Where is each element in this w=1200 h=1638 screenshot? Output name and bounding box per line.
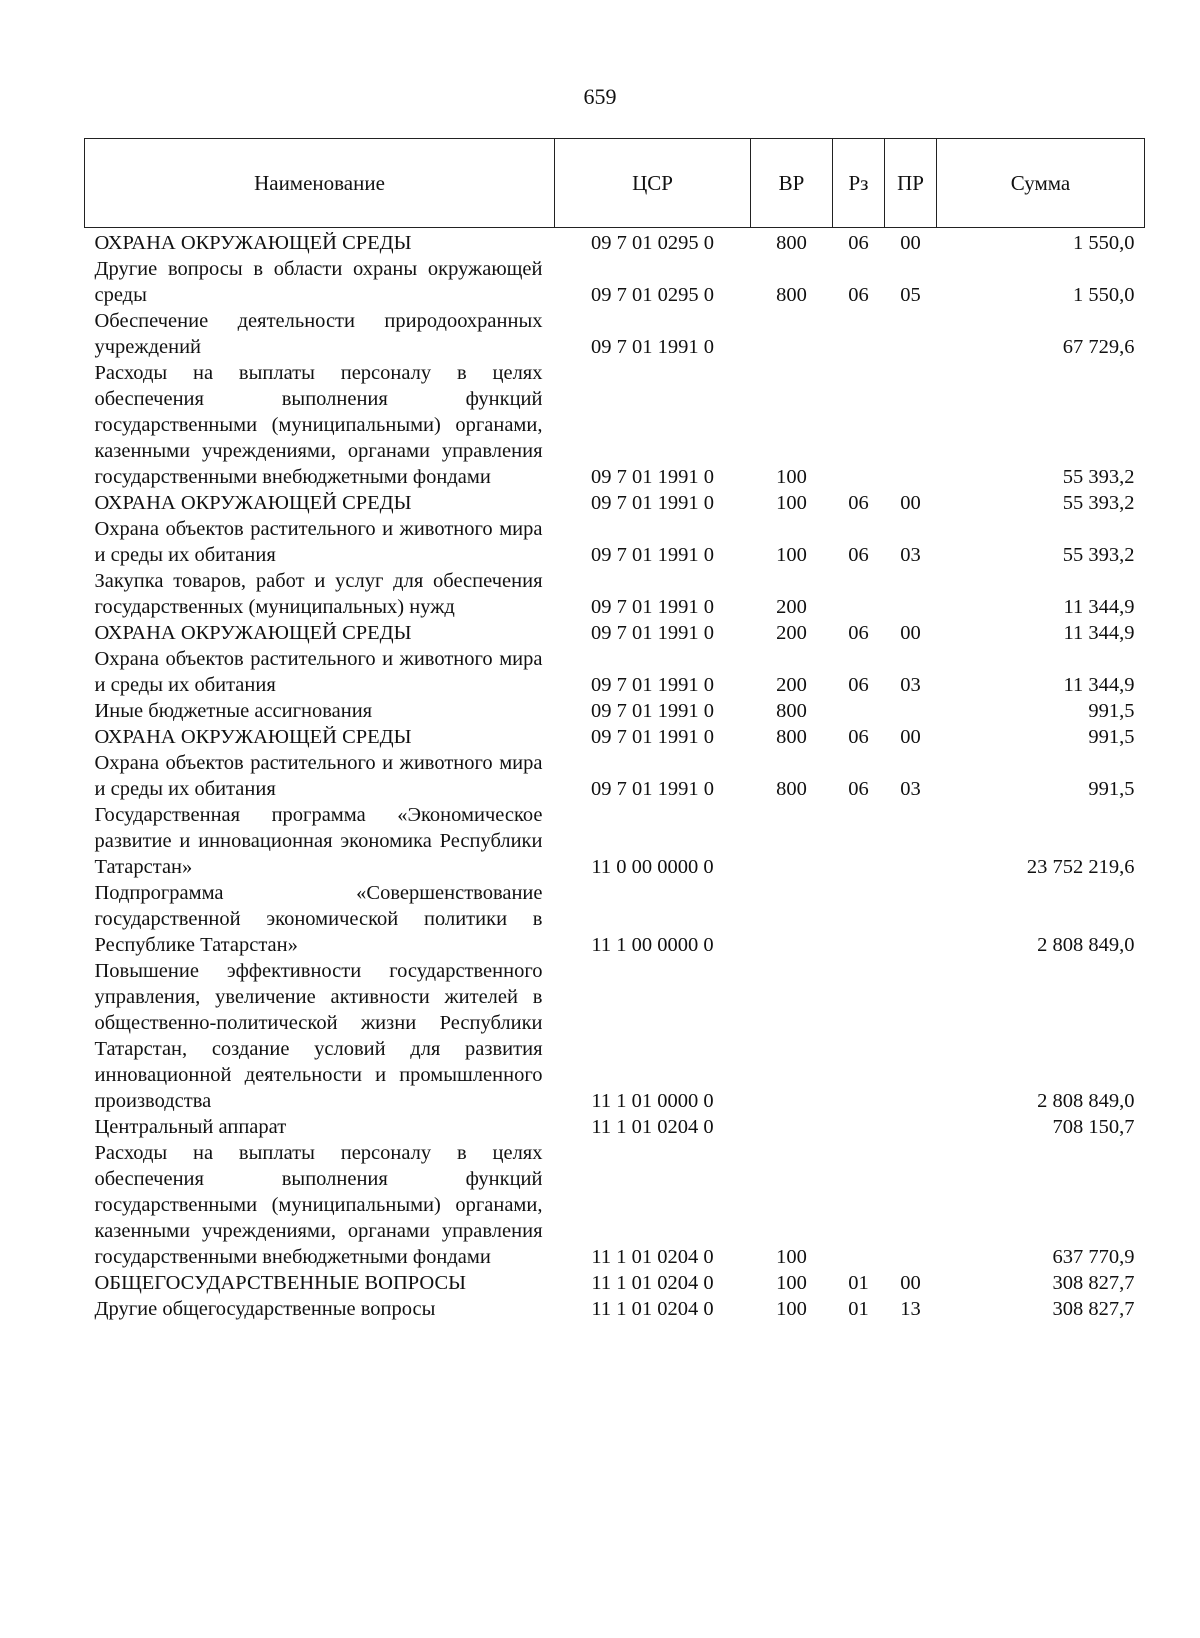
row-vr <box>751 802 833 880</box>
table-row <box>85 516 1145 568</box>
row-sum: 11 344,9 <box>1063 622 1135 644</box>
row-name: Охрана объектов растительного и животного мира и среды их обитания <box>94 518 543 566</box>
row-sum: 991,5 <box>1088 778 1135 800</box>
row-rz <box>833 360 885 490</box>
row-name: Другие вопросы в области охраны окружающей среды <box>94 258 543 306</box>
row-pr: 03 <box>900 778 921 800</box>
row-csr: 09 7 01 1991 0 <box>591 466 714 488</box>
row-pr <box>885 360 937 490</box>
row-name: Другие общегосударственные вопросы <box>94 1298 436 1320</box>
row-rz <box>833 1140 885 1270</box>
row-csr: 11 1 01 0204 0 <box>591 1298 714 1320</box>
row-sum: 2 808 849,0 <box>1037 934 1135 956</box>
row-sum: 991,5 <box>1088 726 1135 748</box>
row-pr: 13 <box>900 1298 921 1320</box>
row-pr <box>885 698 937 724</box>
row-pr: 05 <box>900 284 921 306</box>
row-sum: 637 770,9 <box>1052 1246 1135 1268</box>
table-row <box>85 360 1145 490</box>
row-sum: 67 729,6 <box>1062 336 1135 358</box>
row-rz: 06 <box>848 284 869 306</box>
row-vr <box>751 880 833 958</box>
row-name: Обеспечение деятельности природоохранных учреждений <box>94 310 543 358</box>
row-name: Подпрограмма «Совершенствование государственной экономической политики в Республике Татарстан» <box>94 882 543 956</box>
row-vr: 100 <box>776 1298 807 1320</box>
row-pr <box>885 308 937 360</box>
row-rz <box>833 308 885 360</box>
row-vr: 200 <box>776 596 807 618</box>
row-name: ОХРАНА ОКРУЖАЮЩЕЙ СРЕДЫ <box>94 726 412 748</box>
row-csr: 11 1 01 0000 0 <box>591 1090 714 1112</box>
row-name: ОХРАНА ОКРУЖАЮЩЕЙ СРЕДЫ <box>94 492 412 514</box>
table-row <box>85 750 1145 802</box>
table-row <box>85 620 1145 646</box>
header-sum: Сумма <box>937 139 1145 228</box>
row-sum: 11 344,9 <box>1063 674 1135 696</box>
row-csr: 11 1 01 0204 0 <box>591 1272 714 1294</box>
table-row <box>85 568 1145 620</box>
row-name: Центральный аппарат <box>94 1116 287 1138</box>
row-name: ОХРАНА ОКРУЖАЮЩЕЙ СРЕДЫ <box>94 622 412 644</box>
row-pr <box>885 1114 937 1140</box>
table-row <box>85 1114 1145 1140</box>
header-csr: ЦСР <box>555 139 751 228</box>
row-sum: 1 550,0 <box>1073 232 1135 254</box>
row-csr: 11 1 00 0000 0 <box>591 934 714 956</box>
row-rz: 01 <box>848 1272 869 1294</box>
table-body <box>85 228 1145 1323</box>
page-number: 659 <box>583 84 617 109</box>
row-pr <box>885 568 937 620</box>
row-csr: 09 7 01 1991 0 <box>591 674 714 696</box>
row-name: Государственная программа «Экономическое развитие и инновационная экономика Республики Татарстан» <box>94 804 543 878</box>
table-row <box>85 1296 1145 1322</box>
row-vr: 200 <box>776 622 807 644</box>
row-vr <box>751 308 833 360</box>
row-sum: 708 150,7 <box>1052 1116 1135 1138</box>
row-csr: 09 7 01 1991 0 <box>591 544 714 566</box>
header-vr: ВР <box>751 139 833 228</box>
row-csr: 09 7 01 1991 0 <box>591 700 714 722</box>
table-row <box>85 256 1145 308</box>
table-row <box>85 490 1145 516</box>
table-row <box>85 958 1145 1114</box>
row-vr: 100 <box>776 1246 807 1268</box>
row-sum: 55 393,2 <box>1062 466 1135 488</box>
row-vr: 800 <box>776 726 807 748</box>
row-sum: 308 827,7 <box>1052 1272 1135 1294</box>
row-vr: 100 <box>776 466 807 488</box>
row-sum: 23 752 219,6 <box>1026 856 1135 878</box>
row-pr <box>885 880 937 958</box>
row-csr: 09 7 01 1991 0 <box>591 336 714 358</box>
row-sum: 55 393,2 <box>1062 544 1135 566</box>
row-name: Охрана объектов растительного и животного мира и среды их обитания <box>94 752 543 800</box>
row-sum: 308 827,7 <box>1052 1298 1135 1320</box>
row-name: Закупка товаров, работ и услуг для обеспечения государственных (муниципальных) нужд <box>94 570 543 618</box>
row-name: Расходы на выплаты персоналу в целях обеспечения выполнения функций государственными (муниципальными) органами, казенными учреждениями, органами управления государственными внебюджетными фондами <box>94 1142 543 1268</box>
table-row <box>85 228 1145 257</box>
row-rz: 06 <box>848 492 869 514</box>
row-csr: 11 0 00 0000 0 <box>591 856 714 878</box>
row-rz: 06 <box>848 544 869 566</box>
row-rz <box>833 1114 885 1140</box>
row-vr <box>751 1114 833 1140</box>
row-name: ОБЩЕГОСУДАРСТВЕННЫЕ ВОПРОСЫ <box>94 1272 467 1294</box>
row-name: Расходы на выплаты персоналу в целях обеспечения выполнения функций государственными (муниципальными) органами, казенными учреждениями, органами управления государственными внебюджетными фондами <box>94 362 543 488</box>
row-rz: 06 <box>848 778 869 800</box>
table-row <box>85 308 1145 360</box>
row-vr: 800 <box>776 232 807 254</box>
row-rz <box>833 880 885 958</box>
row-vr: 100 <box>776 1272 807 1294</box>
table-header <box>85 139 1145 228</box>
row-rz <box>833 698 885 724</box>
row-vr: 200 <box>776 674 807 696</box>
row-vr <box>751 958 833 1114</box>
row-csr: 09 7 01 1991 0 <box>591 492 714 514</box>
row-sum: 11 344,9 <box>1063 596 1135 618</box>
row-pr <box>885 802 937 880</box>
table-row <box>85 698 1145 724</box>
row-csr: 09 7 01 1991 0 <box>591 596 714 618</box>
row-sum: 1 550,0 <box>1073 284 1135 306</box>
row-name: ОХРАНА ОКРУЖАЮЩЕЙ СРЕДЫ <box>94 232 412 254</box>
row-name: Иные бюджетные ассигнования <box>94 700 373 722</box>
row-name: Охрана объектов растительного и животного мира и среды их обитания <box>94 648 543 696</box>
budget-table <box>84 138 1145 1322</box>
row-sum: 55 393,2 <box>1062 492 1135 514</box>
row-csr: 11 1 01 0204 0 <box>591 1246 714 1268</box>
header-name: Наименование <box>85 139 555 228</box>
row-pr: 03 <box>900 544 921 566</box>
table-row <box>85 1140 1145 1270</box>
row-csr: 09 7 01 0295 0 <box>591 232 714 254</box>
row-rz <box>833 802 885 880</box>
row-rz <box>833 568 885 620</box>
row-pr: 00 <box>900 232 921 254</box>
row-pr: 03 <box>900 674 921 696</box>
row-vr: 100 <box>776 544 807 566</box>
table-row <box>85 802 1145 880</box>
row-rz: 06 <box>848 232 869 254</box>
row-vr: 800 <box>776 284 807 306</box>
row-pr: 00 <box>900 726 921 748</box>
row-rz: 06 <box>848 726 869 748</box>
row-pr: 00 <box>900 1272 921 1294</box>
header-pr: ПР <box>885 139 937 228</box>
table-row <box>85 646 1145 698</box>
row-name: Повышение эффективности государственного управления, увеличение активности жителей в общественно-политической жизни Республики Татарстан, создание условий для развития инновационной деятельности и промышленного производства <box>94 960 543 1112</box>
row-csr: 09 7 01 1991 0 <box>591 726 714 748</box>
row-rz: 06 <box>848 674 869 696</box>
table-row <box>85 880 1145 958</box>
row-rz: 06 <box>848 622 869 644</box>
row-sum: 991,5 <box>1088 700 1135 722</box>
row-sum: 2 808 849,0 <box>1037 1090 1135 1112</box>
row-pr <box>885 958 937 1114</box>
row-rz <box>833 958 885 1114</box>
row-csr: 09 7 01 1991 0 <box>591 778 714 800</box>
row-pr: 00 <box>900 492 921 514</box>
row-csr: 09 7 01 1991 0 <box>591 622 714 644</box>
row-pr <box>885 1140 937 1270</box>
table-row <box>85 724 1145 750</box>
row-csr: 09 7 01 0295 0 <box>591 284 714 306</box>
row-csr: 11 1 01 0204 0 <box>591 1116 714 1138</box>
header-rz: Рз <box>833 139 885 228</box>
table-row <box>85 1270 1145 1296</box>
row-vr: 800 <box>776 700 807 722</box>
row-pr: 00 <box>900 622 921 644</box>
row-vr: 100 <box>776 492 807 514</box>
header-row <box>85 139 1145 228</box>
row-vr: 800 <box>776 778 807 800</box>
row-rz: 01 <box>848 1298 869 1320</box>
